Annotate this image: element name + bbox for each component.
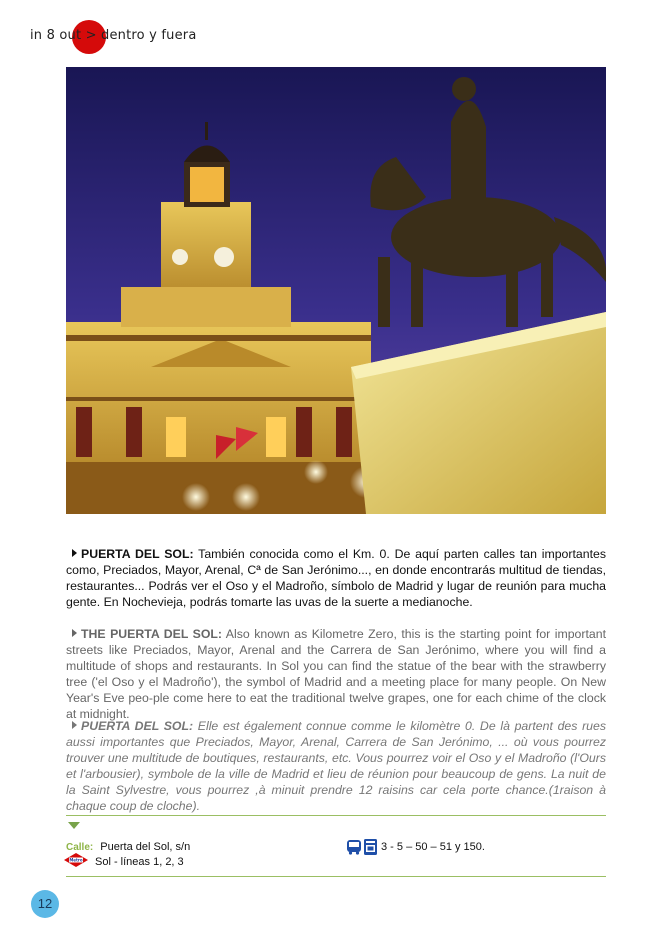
- paragraph-fr: [66, 718, 606, 814]
- heading-en: THE PUERTA DEL SOL:: [81, 627, 222, 641]
- calle-row: [66, 841, 190, 853]
- info-top-rule: [66, 815, 606, 816]
- brand-logo: [30, 20, 197, 54]
- body-es: También conocida como el Km. 0. De aquí parten calles tan importantes como, Preciados, Mayor, Arenal, Cª de San Jerónimo..., en donde encontrarás multitud de tiendas, restaurantes... Podrás ver el Oso y el Madroño, símbolo de Madrid y lugar de reunión para mucha gente. En Nochevieja, podrás tomarte las uvas de la suerte a medianoche.: [66, 547, 606, 609]
- metro-value: Sol - líneas 1, 2, 3: [95, 856, 184, 868]
- bus-lines: 3 - 5 – 50 – 51 y 150.: [381, 841, 485, 853]
- puerta-del-sol-photo: [66, 67, 606, 514]
- calle-value: Puerta del Sol, s/n: [100, 841, 191, 853]
- brand-text: in 8 out > dentro y fuera: [30, 28, 197, 43]
- heading-es: PUERTA DEL SOL:: [81, 547, 194, 561]
- page-number: 12: [31, 890, 59, 918]
- paragraph-en: [66, 626, 606, 722]
- heading-fr: PUERTA DEL SOL:: [81, 719, 194, 733]
- info-bottom-rule: [66, 876, 606, 877]
- bullet-arrow-icon: [72, 549, 77, 557]
- metro-logo-icon: [64, 853, 88, 867]
- body-en: Also known as Kilometre Zero, this is the starting point for important streets like Preciados, Mayor, Arenal and the Carrera de San Jerónimo, where you will find a multitude of shops and restaurants. In Sol you can find the statue of the bear with the strawberry tree ('el Oso y el Madroño'), the symbol of Madrid and a meeting place for many people. On New Year's Eve peo-ple come here to eat the traditional twelve grapes, one for each chime of the clock at midnight.: [66, 627, 606, 721]
- bullet-arrow-icon: [72, 721, 77, 729]
- bullet-arrow-icon: [72, 629, 77, 637]
- paragraph-es: [66, 546, 606, 610]
- bus-icon: [347, 839, 379, 855]
- triangle-down-icon: [68, 822, 80, 829]
- metro-logo-text: Metro: [69, 857, 83, 863]
- calle-label: Calle:: [66, 842, 94, 853]
- body-fr: Elle est également connue comme le kilomètre 0. De là partent des rues aussi importantes que Preciados, Mayor, Arenal, Carrera de San Jerónimo, ... où vous pourrez trouver une multitude de boutiques, restaurants, etc. Vous pourrez voir el Oso y el Madroño (l'Ours et l'arbousier), symbole de la ville de Madrid et lieu de réunion pour beaucoup de gens. La nuit de la Saint Sylvestre, vous pourrez ,à minuit prendre 12 raisins car cela porte chance.(1raison à chaque coup de cloche).: [66, 719, 606, 813]
